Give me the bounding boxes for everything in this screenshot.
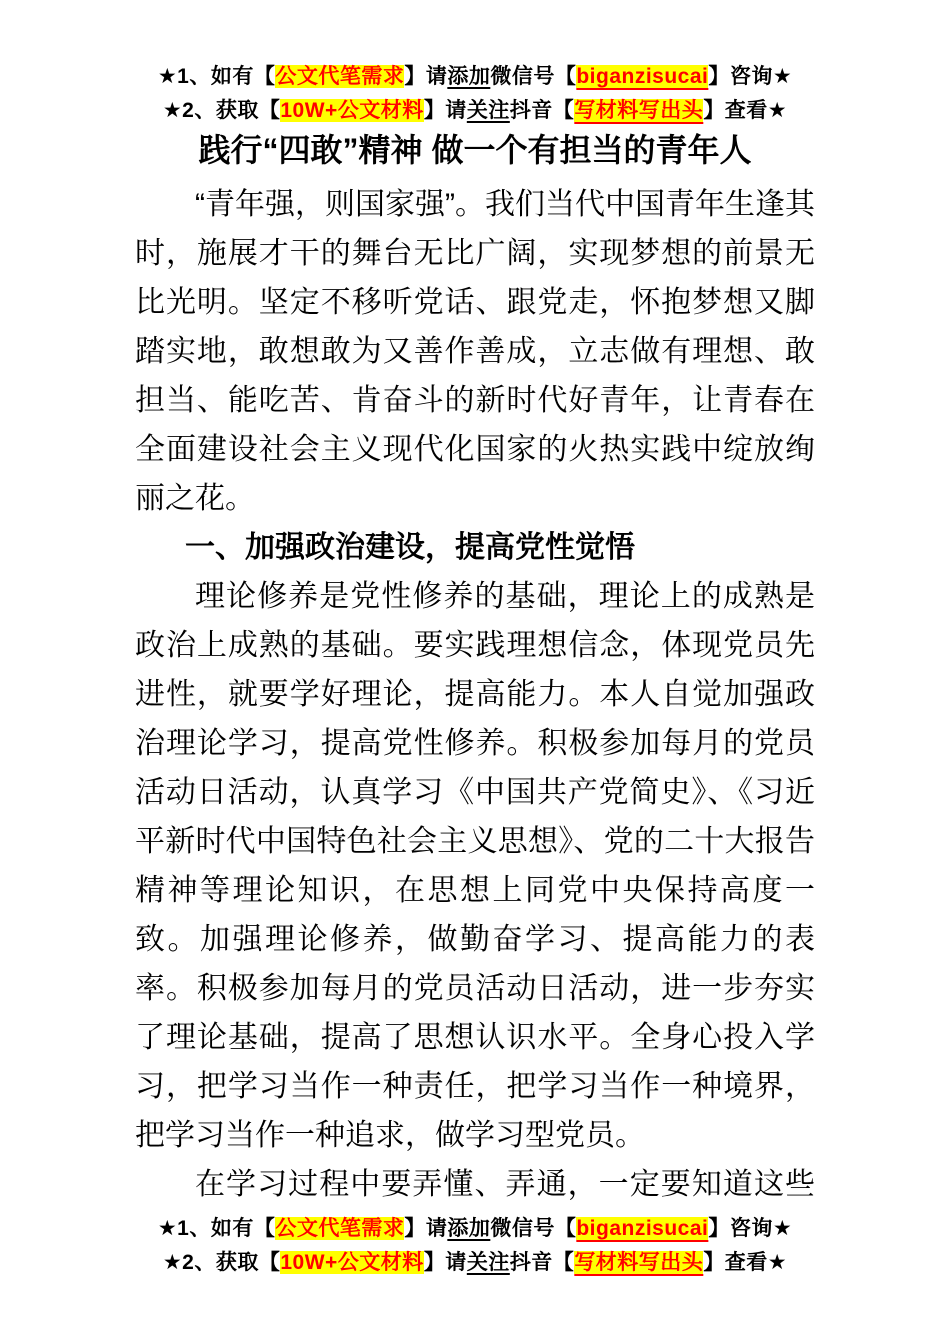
promo-account-highlight: biganzisucai (576, 1217, 709, 1240)
promo-action-underline: 关注 (466, 99, 510, 122)
promo-text: 抖音【 (509, 99, 575, 122)
promo-line (0, 94, 950, 128)
promo-keyword-highlight: 公文代笔需求 (275, 65, 405, 88)
promo-line (0, 1246, 950, 1280)
promo-line (0, 60, 950, 94)
promo-text: ★1、如有【 (157, 65, 276, 88)
body-paragraph: 在学习过程中要弄懂、弄通，一定要知道这些 (195, 1168, 815, 1201)
promo-account-highlight: biganzisucai (576, 65, 709, 88)
promo-text: 】查看★ (703, 1251, 788, 1274)
promo-text: ★2、获取【 (162, 99, 281, 122)
promo-action-underline: 关注 (466, 1251, 510, 1274)
promo-text: 抖音【 (509, 1251, 575, 1274)
promo-text: 】请 (423, 1251, 467, 1274)
promo-text: 】请 (423, 99, 467, 122)
promo-account-highlight: 写材料写出头 (574, 99, 704, 122)
body-paragraph: 理论修养是党性修养的基础，理论上的成熟是政治上成熟的基础。要实践理想信念，体现党员先进性，就要学好理论，提高能力。本人自觉加强政治理论学习，提高党性修养。积极参加每月的党员活动日活动，认真学习《中国共产党简史》、《习近平新时代中国特色社会主义思想》、党的二十大报告精神等理论知识，在思想上同党中央保持高度一致。加强理论修养，做勤奋学习、提高能力的表率。积极参加每月的党员活动日活动，进一步夯实了理论基础，提高了思想认识水平。全身心投入学习，把学习当作一种责任，把学习当作一种境界，把学习当作一种追求，做学习型党员。 (135, 580, 815, 1152)
promo-action-underline: 添加 (447, 65, 491, 88)
promo-text: 微信号【 (490, 65, 577, 88)
document-body (135, 180, 815, 1204)
promo-text: 】咨询★ (708, 1217, 793, 1240)
promo-text: 】咨询★ (708, 65, 793, 88)
promo-text: 】请 (404, 65, 448, 88)
section-heading: 一、加强政治建设，提高党性觉悟 (185, 531, 635, 564)
promo-header (0, 0, 950, 128)
promo-line (0, 1212, 950, 1246)
promo-keyword-highlight: 10W+公文材料 (280, 1251, 424, 1274)
promo-footer (0, 1212, 950, 1280)
promo-keyword-highlight: 10W+公文材料 (280, 99, 424, 122)
promo-keyword-highlight: 公文代笔需求 (275, 1217, 405, 1240)
promo-text: ★1、如有【 (157, 1217, 276, 1240)
promo-text: 】请 (404, 1217, 448, 1240)
promo-text: 微信号【 (490, 1217, 577, 1240)
promo-action-underline: 添加 (447, 1217, 491, 1240)
promo-text: 】查看★ (703, 99, 788, 122)
body-paragraph: “青年强，则国家强”。我们当代中国青年生逢其时，施展才干的舞台无比广阔，实现梦想的前景无比光明。坚定不移听党话、跟党走，怀抱梦想又脚踏实地，敢想敢为又善作善成，立志做有理想、敢担当、能吃苦、肯奋斗的新时代好青年，让青春在全面建设社会主义现代化国家的火热实践中绽放绚丽之花。 (135, 188, 815, 515)
promo-text: ★2、获取【 (162, 1251, 281, 1274)
document-title: 践行“四敢”精神 做一个有担当的青年人 (198, 132, 752, 168)
promo-account-highlight: 写材料写出头 (574, 1251, 704, 1274)
